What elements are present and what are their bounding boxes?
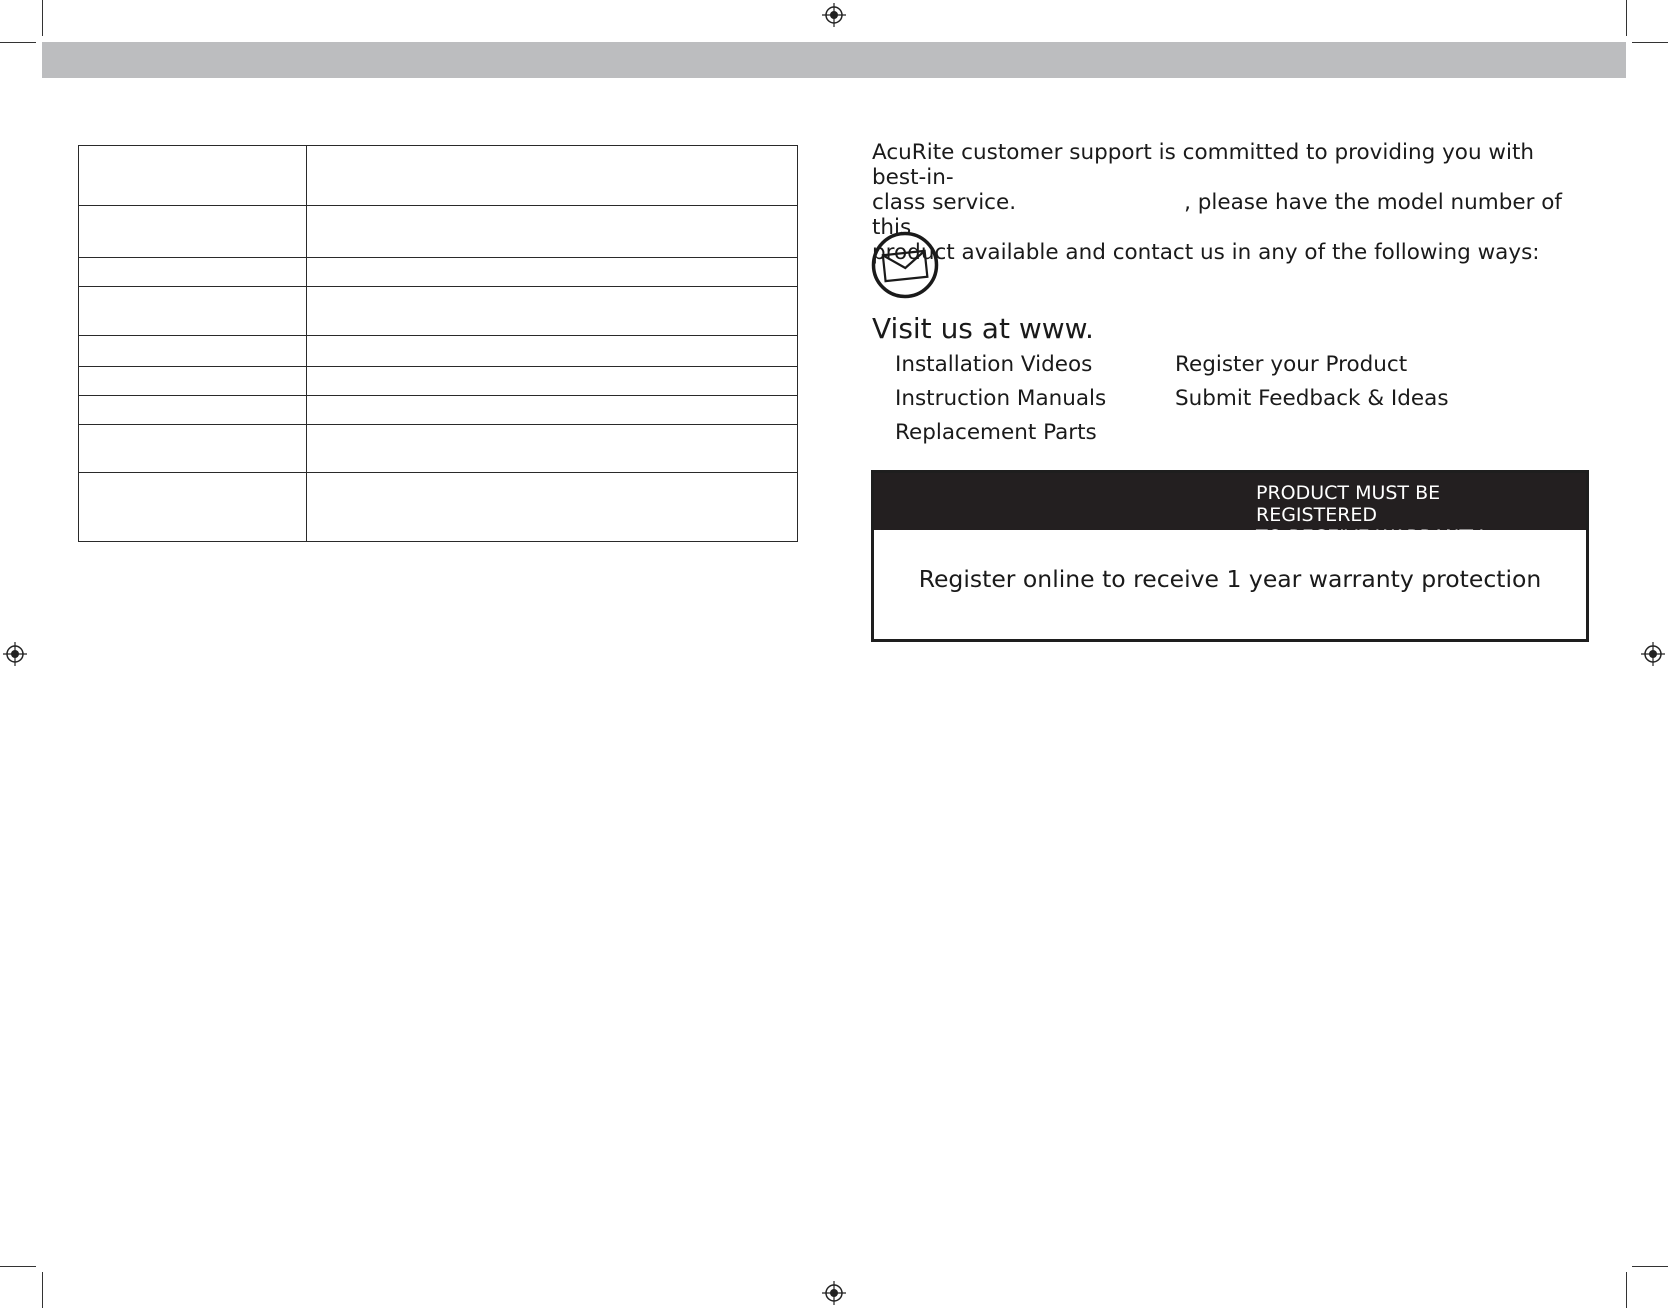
table-cell-value xyxy=(307,367,798,396)
warranty-notice-line: TO RECEIVE WARRANTY SERVICE xyxy=(1256,526,1483,570)
support-intro xyxy=(872,140,1572,265)
spec-table xyxy=(78,145,798,542)
table-row xyxy=(79,146,798,206)
table-cell-label xyxy=(79,473,307,542)
crop-mark xyxy=(42,0,43,36)
visit-label: Visit us at www. xyxy=(872,312,1094,345)
table-cell-value xyxy=(307,473,798,542)
envelope-icon xyxy=(871,231,939,299)
table-cell-value xyxy=(307,425,798,473)
table-row xyxy=(79,425,798,473)
table-cell-label xyxy=(79,396,307,425)
link-register-product[interactable]: Register your Product xyxy=(1175,352,1408,377)
intro-line: AcuRite customer support is committed to providing you with best-in- xyxy=(872,140,1535,190)
intro-text: , please have the model number of this xyxy=(872,190,1562,240)
link-submit-feedback[interactable]: Submit Feedback & Ideas xyxy=(1175,386,1449,411)
registration-mark-icon xyxy=(1641,642,1665,666)
table-cell-label xyxy=(79,425,307,473)
table-row xyxy=(79,258,798,287)
table-cell-label xyxy=(79,336,307,367)
warranty-notice xyxy=(1256,482,1556,570)
table-cell-label xyxy=(79,146,307,206)
table-cell-label xyxy=(79,287,307,336)
crop-mark xyxy=(1632,1266,1668,1267)
table-cell-value xyxy=(307,206,798,258)
warranty-box xyxy=(871,470,1589,642)
crop-mark xyxy=(1626,0,1627,36)
warranty-header xyxy=(874,473,1586,570)
table-row xyxy=(79,287,798,336)
table-cell-value xyxy=(307,287,798,336)
registration-mark-icon xyxy=(3,642,27,666)
table-row xyxy=(79,206,798,258)
table-cell-label xyxy=(79,367,307,396)
intro-line xyxy=(872,190,1572,240)
crop-mark xyxy=(0,42,36,43)
table-cell-label xyxy=(79,206,307,258)
link-replacement-parts[interactable]: Replacement Parts xyxy=(895,420,1097,445)
crop-mark xyxy=(1632,42,1668,43)
intro-line: product available and contact us in any of the following ways: xyxy=(872,240,1540,265)
registration-mark-icon xyxy=(822,3,846,27)
table-cell-label xyxy=(79,258,307,287)
warranty-message: Register online to receive 1 year warranty protection xyxy=(918,565,1542,593)
table-row xyxy=(79,473,798,542)
warranty-notice-line: PRODUCT MUST BE REGISTERED xyxy=(1256,482,1441,526)
crop-mark xyxy=(42,1272,43,1308)
table-cell-value xyxy=(307,396,798,425)
table-cell-value xyxy=(307,336,798,367)
intro-text: class service. xyxy=(872,190,1017,215)
table-row xyxy=(79,336,798,367)
registration-mark-icon xyxy=(822,1281,846,1305)
table-cell-value xyxy=(307,146,798,206)
table-cell-value xyxy=(307,258,798,287)
crop-mark xyxy=(1626,1272,1627,1308)
link-installation-videos[interactable]: Installation Videos xyxy=(895,352,1093,377)
crop-mark xyxy=(0,1266,36,1267)
header-band xyxy=(42,42,1626,78)
table-row xyxy=(79,367,798,396)
link-instruction-manuals[interactable]: Instruction Manuals xyxy=(895,386,1107,411)
table-row xyxy=(79,396,798,425)
